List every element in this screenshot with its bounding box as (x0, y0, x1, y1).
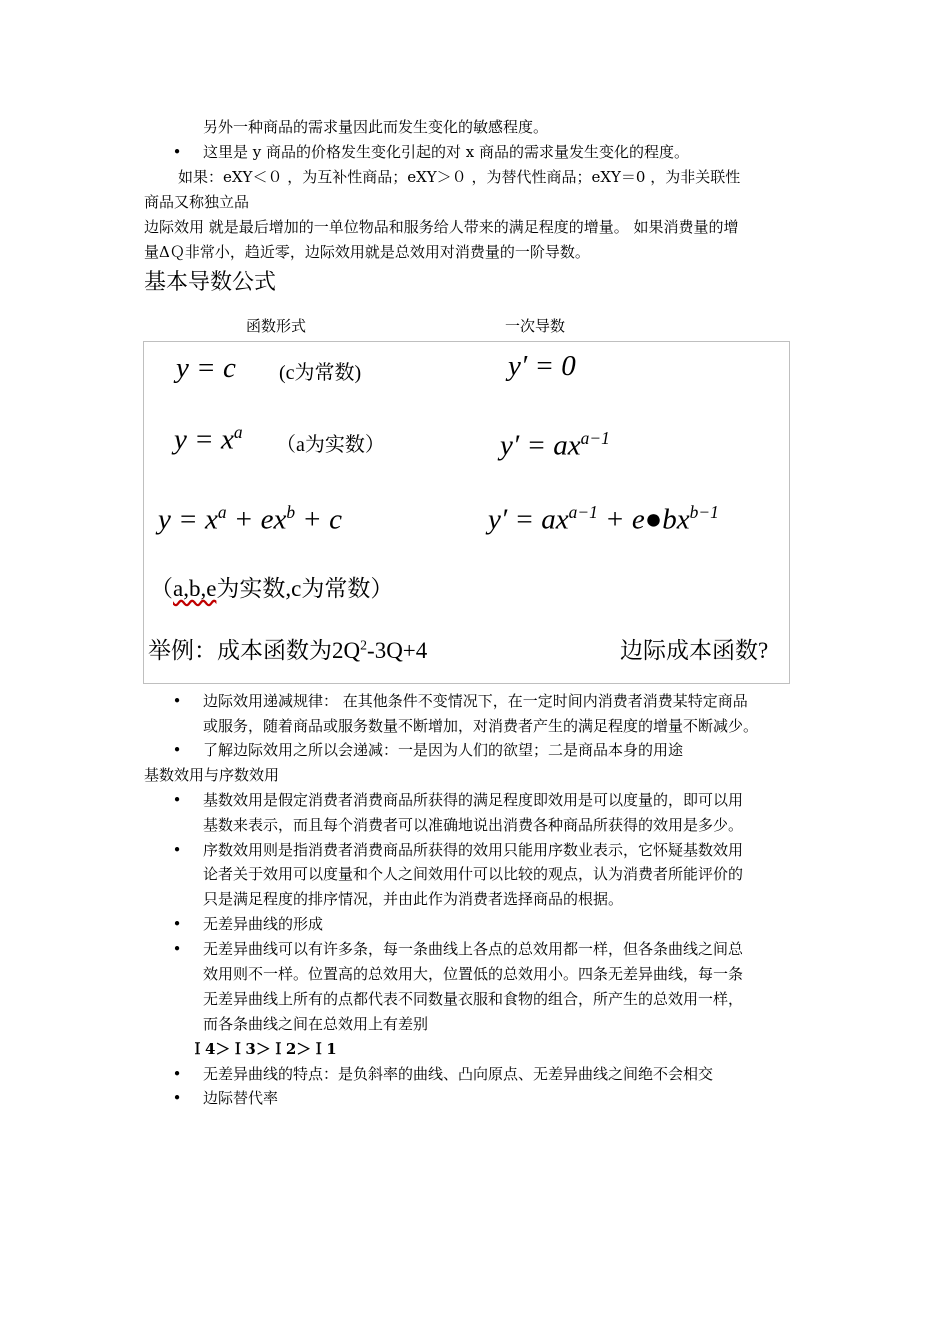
ordinal-utility-line-3: 只是满足程度的排序情况，并由此作为消费者选择商品的根据。 (203, 890, 624, 908)
formula-constant: y = c (176, 352, 236, 384)
bullet-marker: • (172, 1065, 182, 1083)
derivative-constant: y′ = 0 (508, 350, 576, 382)
formula-power-note: （a为实数） (276, 434, 385, 456)
marginal-rate-of-substitution: 边际替代率 (203, 1089, 279, 1107)
intro-bullet-1: 这里是 y 商品的价格发生变化引起的对 x 商品的需求量发生变化的程度。 (203, 143, 690, 161)
derivative-sum: $y' = ax^{a-1}$ + $e●bx^{b-1}$ (488, 502, 719, 536)
formula-sum: $y = x^a + ex^b + c$ (158, 502, 342, 536)
elasticity-condition-line-2: 商品又称独立品 (144, 193, 250, 211)
elasticity-condition-line-1: 如果：eXY＜０ ，为互补性商品；eXY＞０ ，为替代性商品；eXY＝0 ，为非关联性 (178, 168, 741, 186)
indifference-curve-desc-line-4: 而各条曲线之间在总效用上有差别 (203, 1015, 429, 1033)
marginal-utility-line-2: 量ΔＱ非常小，趋近零，边际效用就是总效用对消费量的一阶导数。 (144, 243, 590, 261)
bullet-marker: • (172, 143, 182, 161)
ordinal-utility-line-2: 论者关于效用可以度量和个人之间效用什可以比较的观点，认为消费者所能评价的 (203, 865, 744, 883)
formula-figure (143, 341, 790, 684)
bullet-marker: • (172, 741, 182, 759)
formula-variables-note: （a,b,e为实数,c为常数） (150, 576, 394, 601)
section-heading: 基本导数公式 (144, 270, 277, 295)
indifference-curve-formation: 无差异曲线的形成 (203, 915, 324, 933)
marginal-utility-line-1: 边际效用 就是最后增加的一单位物品和服务给人带来的满足程度的增量。 如果消费量的增 (144, 218, 739, 236)
cardinal-utility-line-2: 基数来表示，而且每个消费者可以准确地说出消费各种商品所获得的效用是多少。 (203, 816, 744, 834)
cardinal-utility-line-1: 基数效用是假定消费者消费商品所获得的满足程度即效用是可以度量的，即可以用 (203, 791, 744, 809)
derivative-power: $y' = ax^{a-1}$ (500, 428, 610, 462)
ordinal-utility-line-1: 序数效用则是指消费者消费商品所获得的效用只能用序数业表示，它怀疑基数效用 (203, 841, 744, 859)
diminishing-reason: 了解边际效用之所以会递减：一是因为人们的欲望；二是商品本身的用途 (203, 741, 684, 759)
indifference-curve-order: Ｉ4＞Ｉ3＞Ｉ2＞Ｉ1 (190, 1040, 337, 1058)
formula-power: $y = x^a$ (174, 422, 243, 456)
cardinal-ordinal-title: 基数效用与序数效用 (144, 766, 280, 784)
diminishing-utility-line-2: 或服务，随着商品或服务数量不断增加，对消费者产生的满足程度的增量不断减少。 (203, 717, 759, 735)
indifference-curve-desc-line-2: 效用则不一样。位置高的总效用大，位置低的总效用小。四条无差异曲线，每一条 (203, 965, 744, 983)
bullet-marker: • (172, 1089, 182, 1107)
indifference-curve-desc-line-1: 无差异曲线可以有许多条，每一条曲线上各点的总效用都一样，但各条曲线之间总 (203, 940, 744, 958)
example-cost-function: 举例：成本函数为$2Q^2-3Q+4$ (148, 637, 428, 663)
diminishing-utility-line-1: 边际效用递减规律： 在其他条件不变情况下，在一定时间内消费者消费某特定商品 (203, 692, 748, 710)
bullet-marker: • (172, 791, 182, 809)
column-header-derivative: 一次导数 (505, 317, 566, 335)
bullet-marker: • (172, 692, 182, 710)
formula-constant-note: (c为常数) (279, 362, 362, 384)
intro-line-1: 另外一种商品的需求量因此而发生变化的敏感程度。 (203, 118, 549, 136)
bullet-marker: • (172, 841, 182, 859)
column-header-function: 函数形式 (246, 317, 307, 335)
example-marginal-cost-question: 边际成本函数? (620, 638, 769, 663)
indifference-curve-desc-line-3: 无差异曲线上所有的点都代表不同数量衣服和食物的组合，所产生的总效用一样， (203, 990, 744, 1008)
indifference-curve-features: 无差异曲线的特点：是负斜率的曲线、凸向原点、无差异曲线之间绝不会相交 (203, 1065, 714, 1083)
bullet-marker: • (172, 940, 182, 958)
bullet-marker: • (172, 915, 182, 933)
